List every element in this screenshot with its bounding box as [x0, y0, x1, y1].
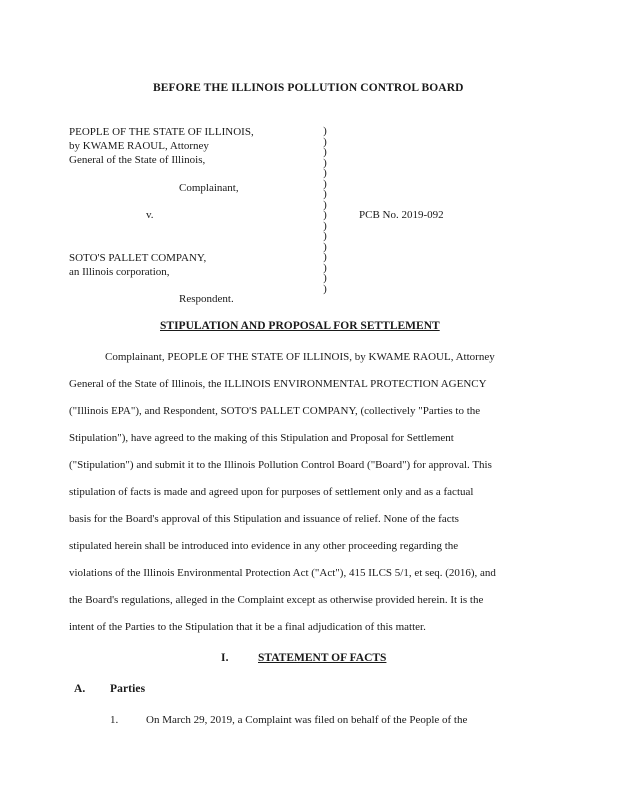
caption-paren: ): [323, 188, 327, 200]
complainant-label: Complainant,: [179, 182, 239, 194]
section-numeral: I.: [221, 652, 229, 664]
caption-paren: ): [323, 209, 327, 221]
respondent-line-1: SOTO'S PALLET COMPANY,: [69, 252, 207, 264]
document-title: STIPULATION AND PROPOSAL FOR SETTLEMENT: [160, 320, 440, 332]
caption-paren: ): [323, 251, 327, 263]
paragraph-line-8: stipulated herein shall be introduced into evidence in any other proceeding regarding the: [69, 540, 459, 552]
complainant-line-1: PEOPLE OF THE STATE OF ILLINOIS,: [69, 126, 254, 138]
paragraph-line-7: basis for the Board's approval of this Stipulation and issuance of relief. None of the facts: [69, 513, 459, 525]
paragraph-line-3: ("Illinois EPA"), and Respondent, SOTO'S PALLET COMPANY, (collectively "Parties to the: [69, 405, 481, 417]
versus-label: v.: [146, 209, 154, 221]
respondent-label: Respondent.: [179, 293, 234, 305]
caption-paren: ): [323, 272, 327, 284]
caption-parenthesis-column: [321, 126, 329, 294]
respondent-line-2: an Illinois corporation,: [69, 266, 170, 278]
paragraph-line-4: Stipulation"), have agreed to the making of this Stipulation and Proposal for Settlement: [69, 432, 454, 444]
caption-paren: ): [323, 230, 327, 242]
paragraph-line-11: intent of the Parties to the Stipulation that it be a final adjudication of this matter.: [69, 621, 426, 633]
caption-paren: ): [323, 146, 327, 158]
caption-paren: ): [323, 156, 327, 169]
complainant-line-2: by KWAME RAOUL, Attorney: [69, 140, 209, 152]
paragraph-line-9: violations of the Illinois Environmental Protection Act ("Act"), 415 ILCS 5/1, et seq. (2016), and: [69, 567, 496, 579]
case-number: PCB No. 2019-092: [359, 209, 444, 221]
caption-paren: ): [323, 177, 327, 190]
subsection-letter: A.: [74, 683, 86, 695]
caption-paren: ): [323, 261, 327, 274]
caption-paren: ): [323, 198, 327, 211]
caption-paren: ): [323, 240, 327, 253]
subsection-title: Parties: [110, 683, 146, 695]
paragraph-line-6: stipulation of facts is made and agreed upon for purposes of settlement only and as a factual: [69, 486, 474, 498]
court-heading: BEFORE THE ILLINOIS POLLUTION CONTROL BOARD: [153, 82, 464, 94]
item-number: 1.: [110, 714, 119, 726]
caption-paren: ): [323, 282, 327, 295]
caption-paren: ): [323, 135, 327, 148]
paragraph-line-2: General of the State of Illinois, the ILLINOIS ENVIRONMENTAL PROTECTION AGENCY: [69, 378, 487, 390]
paragraph-line-1: Complainant, PEOPLE OF THE STATE OF ILLINOIS, by KWAME RAOUL, Attorney: [105, 351, 495, 363]
paragraph-line-5: ("Stipulation") and submit it to the Illinois Pollution Control Board ("Board") for approval. This: [69, 459, 492, 471]
caption-paren: ): [323, 219, 327, 232]
complainant-line-3: General of the State of Illinois,: [69, 154, 206, 166]
caption-paren: ): [323, 125, 327, 137]
item-text: On March 29, 2019, a Complaint was filed on behalf of the People of the: [146, 714, 468, 726]
section-title: STATEMENT OF FACTS: [258, 652, 387, 664]
caption-paren: ): [323, 167, 327, 179]
paragraph-line-10: the Board's regulations, alleged in the Complaint except as otherwise provided herein. It is the: [69, 594, 484, 606]
